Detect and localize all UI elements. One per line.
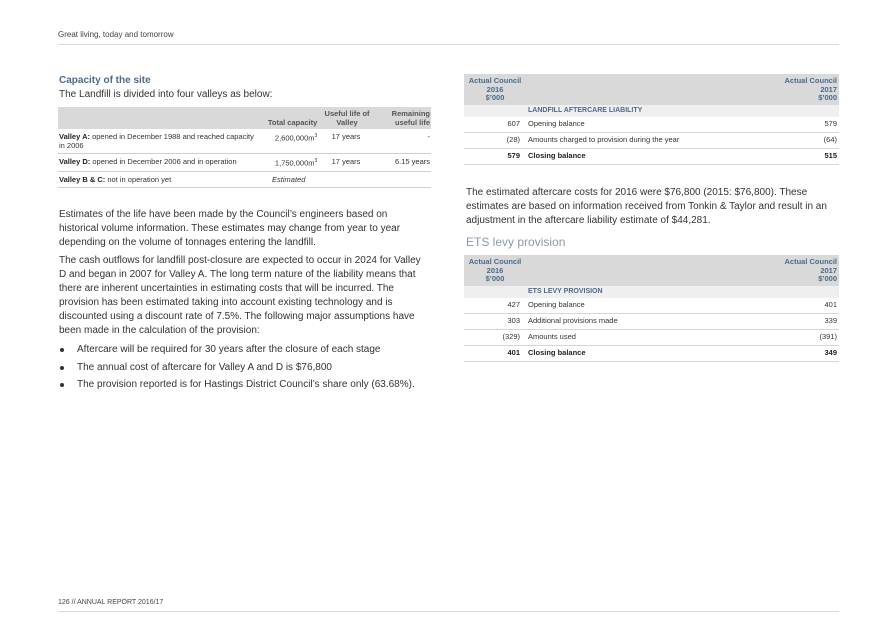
- value-2017: 349: [721, 345, 839, 361]
- col-header-line: $’000: [818, 93, 837, 102]
- paragraph-text: Estimates of the life have been made by the Council’s engineers based on historical volume information. These estimates may change from year to year depending on the volume of tonnages entering the landfill.: [59, 209, 401, 248]
- list-item: [59, 343, 429, 356]
- aftercare-note: The estimated aftercare costs for 2016 were $76,800 (2015: $76,800). These estimates are based on information received from Tonkin & Taylor and result in an adjustment in the aftercare liability estimate of $44,281.: [466, 187, 827, 226]
- list-item-text: The provision reported is for Hastings District Council’s share only (63.68%).: [77, 379, 415, 390]
- assumptions-list: [59, 343, 429, 396]
- total-row: [464, 148, 839, 164]
- col-header-line: Actual Council: [784, 257, 837, 266]
- row-label: Closing balance: [526, 148, 756, 164]
- table-row: [58, 129, 431, 154]
- capacity-value: 2,600,000m: [274, 133, 315, 143]
- table-row: [58, 154, 431, 172]
- value-2016: 607: [464, 117, 526, 133]
- capacity-cell: [259, 129, 318, 154]
- value-2017: 339: [721, 313, 839, 329]
- running-header: Great living, today and tomorrow: [58, 30, 174, 39]
- value-2016: 579: [464, 148, 526, 164]
- row-label: Closing balance: [526, 345, 721, 361]
- ets-table-header: [464, 255, 839, 286]
- col-header-line: 2017: [820, 84, 837, 94]
- valley-name: Valley A:: [59, 132, 90, 141]
- life-cell: 17 years: [318, 129, 373, 154]
- col-header-line: 2016: [486, 84, 504, 94]
- table-row: [464, 313, 839, 329]
- col-header-capacity: Total capacity: [259, 107, 318, 129]
- row-label: Opening balance: [526, 117, 756, 133]
- value-2016: (28): [464, 132, 526, 148]
- cubic-superscript: 3: [314, 158, 318, 164]
- life-cell: [318, 171, 373, 187]
- ets-table: [464, 255, 839, 362]
- intro-text: The Landfill is divided into four valleys as below:: [59, 89, 273, 100]
- value-2016: 427: [464, 298, 526, 314]
- subtitle-spacer: [464, 286, 526, 298]
- col-header-useful-life: Useful life of Valley: [318, 107, 373, 129]
- remaining-cell: -: [374, 129, 431, 154]
- valley-desc: opened in December 1988 and reached capacity in 2006: [59, 132, 254, 150]
- col-header-2017: [756, 74, 840, 105]
- col-header-line: Actual Council: [468, 76, 522, 85]
- col-header-2017: [721, 255, 839, 286]
- aftercare-table: [464, 74, 839, 165]
- remaining-cell: 6.15 years: [374, 154, 431, 172]
- subtitle-spacer: [721, 286, 839, 298]
- table-row: [464, 132, 839, 148]
- value-2016: (329): [464, 329, 526, 345]
- bullet-icon: [60, 366, 64, 370]
- capacity-cell: Estimated: [259, 171, 318, 187]
- subtitle-spacer: [464, 105, 526, 117]
- col-header-remaining: Remaining useful life: [374, 107, 431, 129]
- row-label: Opening balance: [526, 298, 721, 314]
- valley-cell: [58, 171, 259, 187]
- list-item: [59, 378, 429, 391]
- col-header-2016: [464, 255, 526, 286]
- cubic-superscript: 3: [314, 133, 318, 139]
- valley-cell: [58, 129, 259, 154]
- col-header-line: $’000: [485, 274, 505, 283]
- capacity-value: 1,750,000m: [274, 158, 315, 168]
- table-row: [58, 171, 431, 187]
- value-2017: 579: [756, 117, 840, 133]
- table-row: [464, 117, 839, 133]
- value-2016: 303: [464, 313, 526, 329]
- aftercare-table-header: [464, 74, 839, 105]
- value-2017: 515: [756, 148, 840, 164]
- capacity-table: [58, 107, 431, 188]
- valley-desc: not in operation yet: [105, 174, 172, 184]
- list-item: [59, 361, 429, 374]
- col-header-line: 2016: [486, 265, 504, 275]
- total-row: [464, 345, 839, 361]
- bullet-icon: [60, 383, 64, 387]
- col-header-spacer: [526, 74, 756, 105]
- col-header-2016: [464, 74, 526, 105]
- col-header-valley: [58, 107, 259, 129]
- col-header-line: 2017: [820, 265, 837, 275]
- col-header-spacer: [526, 255, 721, 286]
- list-item-text: Aftercare will be required for 30 years after the closure of each stage: [77, 344, 381, 355]
- header-rule: [58, 44, 839, 45]
- page-footer: 126 // ANNUAL REPORT 2016/17: [58, 599, 164, 606]
- remaining-cell: [374, 171, 431, 187]
- valley-name: Valley B & C:: [59, 174, 106, 184]
- table-row: [464, 329, 839, 345]
- col-header-line: $’000: [818, 274, 837, 283]
- valley-name: Valley D:: [59, 157, 91, 166]
- table-subtitle: ETS LEVY PROVISION: [526, 286, 721, 298]
- section-title: Capacity of the site: [59, 75, 151, 86]
- footer-rule: [58, 611, 839, 612]
- life-cell: 17 years: [318, 154, 373, 172]
- value-2017: (64): [756, 132, 840, 148]
- row-label: Amounts used: [526, 329, 721, 345]
- value-2017: (391): [721, 329, 839, 345]
- capacity-table-header: [58, 107, 431, 129]
- list-item-text: The annual cost of aftercare for Valley A and D is $76,800: [77, 361, 332, 373]
- bullet-icon: [60, 348, 64, 352]
- capacity-cell: [259, 154, 318, 172]
- estimates-paragraph: [59, 208, 421, 250]
- valley-cell: [58, 154, 259, 172]
- table-subtitle: LANDFILL AFTERCARE LIABILITY: [526, 105, 756, 117]
- value-2016: 401: [464, 345, 526, 361]
- col-header-line: $’000: [485, 93, 505, 102]
- table-row: [464, 298, 839, 314]
- cash-outflows-paragraph: [59, 254, 421, 338]
- col-header-line: Actual Council: [784, 76, 837, 85]
- ets-section-title: ETS levy provision: [466, 235, 566, 249]
- table-subtitle-row: [464, 286, 839, 298]
- paragraph-text: The cash outflows for landfill post-closure are expected to occur in 2024 for Valley D and began in 2007 for Valley A. The long term nature of the liability means that there are inherent uncertainties in estimating costs that will be incurred. The provision has been estimated taking into account existing technology and is discounted using a discount rate of 7.5%. The following major assumptions have been made in the calculation of the provision:: [59, 255, 421, 336]
- col-header-line: Actual Council: [468, 257, 522, 266]
- table-subtitle-row: [464, 105, 839, 117]
- row-label: Additional provisions made: [526, 313, 721, 329]
- row-label: Amounts charged to provision during the year: [526, 132, 756, 148]
- valley-desc: opened in December 2006 and in operation: [90, 157, 237, 166]
- value-2017: 401: [721, 298, 839, 314]
- subtitle-spacer: [756, 105, 840, 117]
